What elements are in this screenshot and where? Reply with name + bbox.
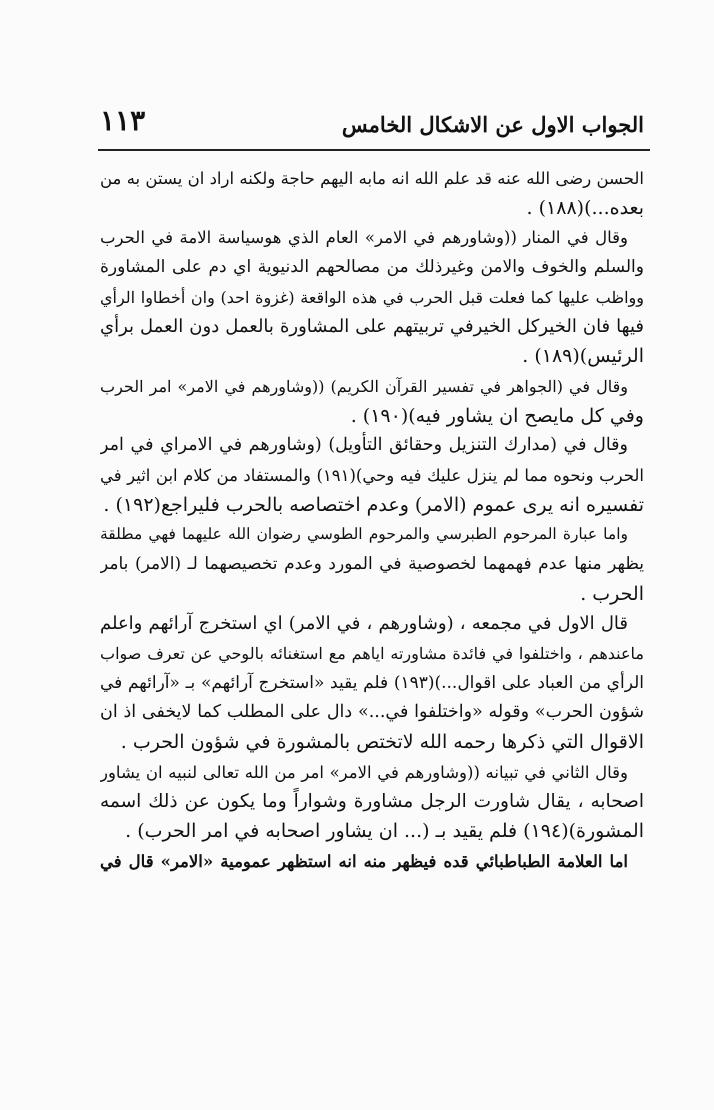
text-line: فيها فان الخيركل الخيرفي تربيتهم على المشاورة بالعمل دون العمل برأي bbox=[100, 316, 644, 338]
text-line: وقال في المنار ((وشاورهم في الامر» العام الذي هوسياسة الامة في الحرب bbox=[100, 228, 628, 248]
page-number: ١١٣ bbox=[100, 104, 146, 137]
text-line: قال الاول في مجمعه ، (وشاورهم ، في الامر) اي استخرج آرائهم واعلم bbox=[100, 613, 628, 635]
text-line: وقال الثاني في تبيانه ((وشاورهم في الامر» امر من الله تعالى لنبيه ان يشاور bbox=[100, 762, 628, 782]
text-line: وقال في (مدارك التنزيل وحقائق التأويل) (وشاورهم في الامراي في امر bbox=[100, 435, 628, 456]
text-line: الرئيس)(١٨٩) . bbox=[522, 345, 644, 368]
text-line: وواظب عليها كما فعلت قبل الحرب في هذه الواقعة (غزوة احد) وان أخطاوا الرأي bbox=[100, 287, 644, 307]
header-rule bbox=[98, 149, 650, 151]
text-line: شؤون الحرب» وقوله «واختلفوا في...» دال على المطلب كما لايخفى اذ ان bbox=[100, 702, 644, 723]
text-line: واما عبارة المرحوم الطبرسي والمرحوم الطوسي رضوان الله عليهما فهي مطلقة bbox=[100, 525, 628, 544]
text-line: اما العلامة الطباطبائي قده فيظهر منه انه استظهر عمومية «الامر» قال في bbox=[100, 851, 628, 871]
text-line: المشورة)(١٩٤) فلم يقيد بـ (... ان يشاور اصحابه في امر الحرب) . bbox=[125, 820, 644, 843]
text-line: والسلم والخوف والامن وغيرذلك من مصالحهم الدنيوية اي دم على المشاورة bbox=[100, 257, 644, 278]
text-line: وفي كل مايصح ان يشاور فيه)(١٩٠) . bbox=[350, 404, 644, 427]
text-line: الحرب . bbox=[580, 582, 644, 605]
text-line: الحرب ونحوه مما لم ينزل عليك فيه وحي)(١٩١) والمستفاد من كلام ابن اثير في bbox=[100, 465, 644, 485]
text-line: يظهر منها عدم فهمهما لخصوصية في المورد وعدم تخصيصهما لـ (الامر) بامر bbox=[100, 553, 644, 574]
page-header bbox=[100, 104, 644, 144]
text-line: ماعندهم ، واختلفوا في فائدة مشاورته اياهم مع استغنائه بالوحي عن تعرف صواب bbox=[100, 644, 644, 663]
text-line: تفسيره انه يرى عموم (الامر) وعدم اختصاصه بالحرب فليراجع(١٩٢) . bbox=[103, 493, 644, 516]
text-line: اصحابه ، يقال شاورت الرجل مشاورة وشواراً وما يكون عن ذلك اسمه bbox=[100, 791, 644, 813]
text-line: بعده...)(١٨٨) . bbox=[526, 196, 644, 219]
text-line: الاقوال التي ذكرها رحمه الله لاتختص بالمشورة في شؤون الحرب . bbox=[120, 731, 644, 754]
text-line: الحسن رضى الله عنه قد علم الله انه مابه اليهم حاجة ولكنه اراد ان يستن به من bbox=[100, 169, 644, 188]
text-line: الرأي من العباد على اقوال...)(١٩٣) فلم يقيد «استخرج آرائهم» بـ «آرائهم في bbox=[100, 672, 644, 693]
body-text bbox=[100, 164, 644, 877]
text-line: وقال في (الجواهر في تفسير القرآن الكريم) ((وشاورهم في الامر» امر الحرب bbox=[100, 376, 628, 396]
running-title: الجواب الاول عن الاشكال الخامس bbox=[341, 112, 644, 137]
